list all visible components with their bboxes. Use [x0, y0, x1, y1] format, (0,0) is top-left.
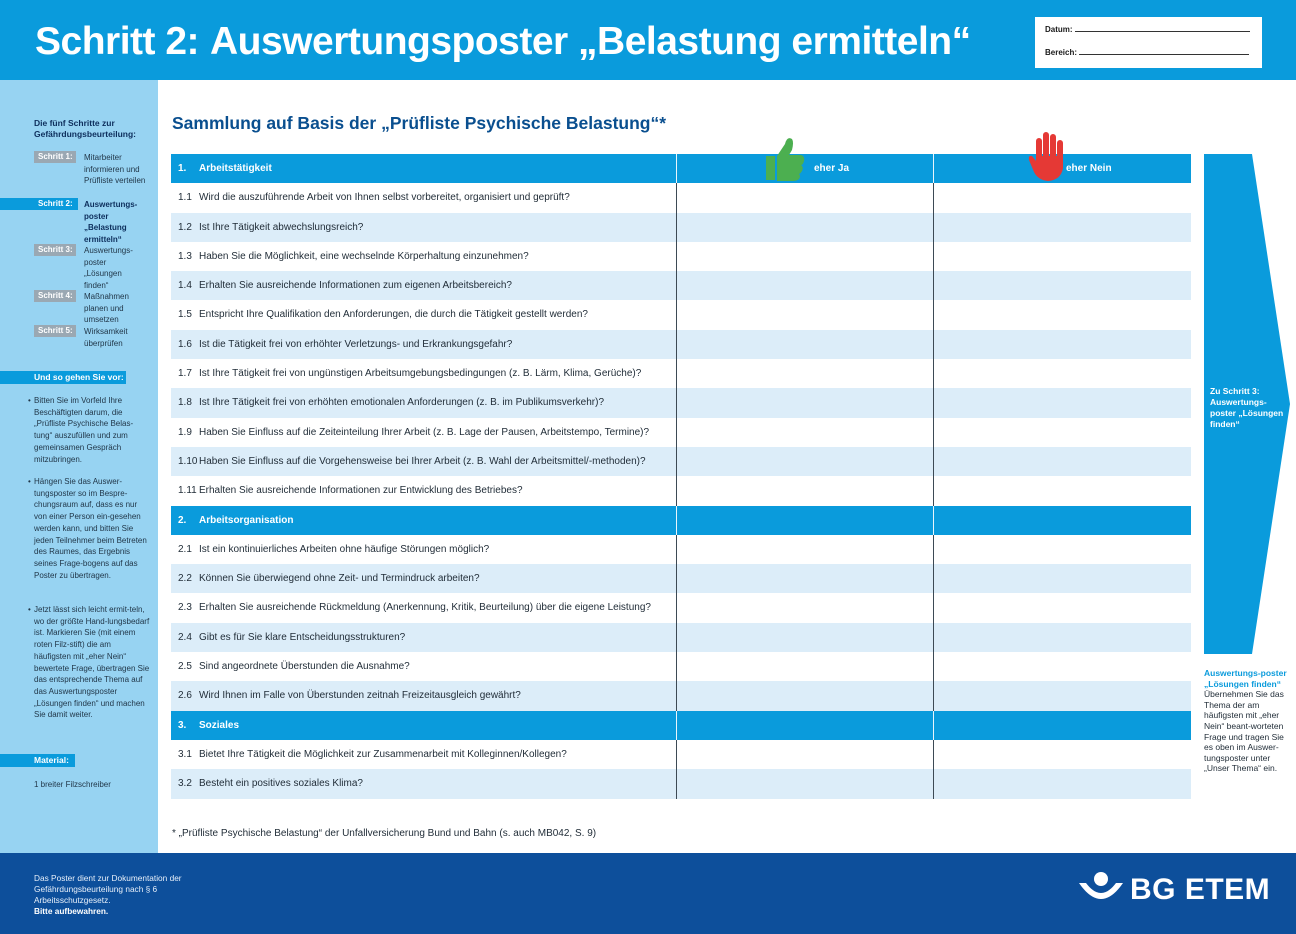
question-row — [171, 564, 1191, 593]
tally-cell-yes[interactable] — [677, 418, 933, 447]
row-number: 1.11 — [178, 485, 197, 497]
question-row — [171, 330, 1191, 359]
row-number: 1.7 — [178, 368, 192, 380]
tally-cell-no[interactable] — [934, 330, 1191, 359]
tally-cell-yes[interactable] — [677, 242, 933, 271]
row-number: 2.1 — [178, 543, 192, 555]
question-text: Sind angeordnete Überstunden die Ausnahme? — [199, 661, 410, 673]
question-text: Wird Ihnen im Falle von Überstunden zeitnah Freizeitausgleich gewährt? — [199, 690, 521, 702]
step-text: Maßnahmen planen und umsetzen — [84, 292, 129, 324]
row-number: 1.4 — [178, 280, 192, 292]
tally-cell-yes[interactable] — [677, 213, 933, 242]
right-note-head: Auswertungs-poster „Lösungen finden“ — [1204, 668, 1287, 689]
tally-cell-yes[interactable] — [677, 388, 933, 417]
tally-cell-yes[interactable] — [677, 652, 933, 681]
how-to-label: Und so gehen Sie vor: — [0, 371, 158, 384]
area-label: Bereich: — [1045, 48, 1078, 57]
footer-text — [34, 873, 194, 917]
footnote: * „Prüfliste Psychische Belastung“ der Unfallversicherung Bund und Bahn (s. auch MB042, S. 9) — [172, 828, 597, 839]
question-row — [171, 681, 1191, 710]
tally-cell-no[interactable] — [934, 271, 1191, 300]
row-number: 2.6 — [178, 690, 192, 702]
sidebar — [0, 80, 158, 853]
step-text: Auswertungs-poster „Lösungen finden“ — [84, 246, 133, 290]
tally-cell-no[interactable] — [934, 359, 1191, 388]
tally-cell-no[interactable] — [934, 535, 1191, 564]
tally-cell-yes[interactable] — [677, 564, 933, 593]
question-row — [171, 593, 1191, 622]
question-text: Besteht ein positives soziales Klima? — [199, 778, 363, 790]
tally-cell-yes[interactable] — [677, 447, 933, 476]
title-step: Schritt 2: — [35, 20, 200, 63]
section-title: Arbeitstätigkeit — [199, 163, 272, 174]
page-footer — [0, 853, 1296, 934]
question-row — [171, 300, 1191, 329]
tally-cell-yes[interactable] — [677, 476, 933, 505]
tally-cell-yes[interactable] — [677, 740, 933, 769]
tally-cell-no[interactable] — [934, 213, 1191, 242]
arrow-text: Zu Schritt 3: Auswertungs-poster „Lösungen finden“ — [1210, 386, 1284, 429]
row-number: 1.8 — [178, 397, 192, 409]
question-row — [171, 623, 1191, 652]
tally-cell-no[interactable] — [934, 300, 1191, 329]
row-number: 2.3 — [178, 602, 192, 614]
step-tag: Schritt 1: — [34, 151, 76, 163]
section-title: Arbeitsorganisation — [199, 514, 294, 526]
tally-cell-no[interactable] — [934, 183, 1191, 212]
section-title: Soziales — [199, 719, 240, 731]
row-number: 1.9 — [178, 426, 192, 438]
question-row — [171, 183, 1191, 212]
tally-cell-yes[interactable] — [677, 183, 933, 212]
tally-cell-no[interactable] — [934, 476, 1191, 505]
logo-mark-icon — [1076, 871, 1126, 911]
step-tag: Schritt 4: — [34, 290, 76, 302]
step-text: Mitarbeiter informieren und Prüfliste verteilen — [84, 153, 146, 185]
tally-cell-no[interactable] — [934, 564, 1191, 593]
tally-cell-yes[interactable] — [677, 681, 933, 710]
area-field[interactable] — [1045, 48, 1249, 57]
row-number: 1.10 — [178, 455, 198, 467]
date-field[interactable] — [1045, 25, 1250, 34]
sidebar-step-3 — [0, 244, 158, 290]
footer-note: Das Poster dient zur Dokumentation der Gefährdungsbeurteilung nach § 6 Arbeitsschutzgesetz. — [34, 873, 182, 905]
footer-strong: Bitte aufbewahren. — [34, 906, 109, 916]
question-row — [171, 476, 1191, 505]
question-row — [171, 242, 1191, 271]
question-row — [171, 213, 1191, 242]
question-text: Ist Ihre Tätigkeit frei von erhöhten emotionalen Anforderungen (z. B. im Publikumsverkehr)? — [199, 397, 605, 409]
row-number: 1.3 — [178, 250, 192, 262]
row-number: 2. — [178, 514, 187, 526]
tally-cell-yes[interactable] — [677, 535, 933, 564]
question-text: Ist Ihre Tätigkeit frei von ungünstigen Arbeitsumgebungsbedingungen (z. B. Lärm, Klima, Gerüche)? — [199, 368, 642, 380]
question-row — [171, 769, 1191, 798]
step-tag: Schritt 5: — [34, 325, 76, 337]
page-header — [0, 0, 1296, 80]
question-row — [171, 388, 1191, 417]
question-text: Haben Sie die Möglichkeit, eine wechselnde Körperhaltung einzunehmen? — [199, 250, 529, 262]
thumbs-up-icon — [765, 136, 805, 182]
tally-cell-yes[interactable] — [677, 271, 933, 300]
column-no-label: eher Nein — [1066, 163, 1112, 174]
question-table — [171, 154, 1191, 799]
tally-cell-no[interactable] — [934, 652, 1191, 681]
section-heading: Sammlung auf Basis der „Prüfliste Psychische Belastung“* — [172, 113, 667, 133]
question-row — [171, 418, 1191, 447]
stop-hand-icon — [1028, 130, 1068, 182]
question-text: Haben Sie Einfluss auf die Zeiteinteilung Ihrer Arbeit (z. B. Lage der Pausen, Arbeitstempo, Termine)? — [199, 426, 650, 438]
section-row — [171, 154, 1191, 183]
page-title — [35, 20, 971, 64]
question-row — [171, 535, 1191, 564]
question-text: Ist die Tätigkeit frei von erhöhter Verletzungs- und Erkrankungsgefahr? — [199, 338, 513, 350]
row-number: 1.5 — [178, 309, 192, 321]
step-tag: Schritt 3: — [34, 244, 76, 256]
question-row — [171, 447, 1191, 476]
section-row — [171, 506, 1191, 535]
question-text: Erhalten Sie ausreichende Informationen zur Entwicklung des Betriebes? — [199, 485, 523, 497]
question-text: Bietet Ihre Tätigkeit die Möglichkeit zur Zusammenarbeit mit Kolleginnen/Kollegen? — [199, 748, 567, 760]
sidebar-step-2 — [0, 198, 158, 244]
question-text: Ist ein kontinuierliches Arbeiten ohne häufige Störungen möglich? — [199, 543, 490, 555]
date-area-box — [1035, 17, 1262, 68]
right-note-body: Übernehmen Sie das Thema der am häufigsten mit „eher Nein“ beant-worteten Frage und tragen Sie es oben im Auswer-tungsposter unter „Unser Thema“ ein. — [1204, 689, 1284, 774]
tally-cell-yes[interactable] — [677, 769, 933, 798]
question-row — [171, 740, 1191, 769]
question-text: Wird die auszuführende Arbeit von Ihnen selbst vorbereitet, organisiert und geprüft? — [199, 192, 570, 204]
right-note — [1204, 668, 1290, 774]
material-text: 1 breiter Filzschreiber — [34, 780, 111, 789]
question-text: Erhalten Sie ausreichende Rückmeldung (Anerkennung, Kritik, Beurteilung) über die eigene Leistung? — [199, 602, 651, 614]
tally-cell-no[interactable] — [934, 593, 1191, 622]
column-yes-label: eher Ja — [814, 163, 850, 174]
tally-cell-no[interactable] — [934, 388, 1191, 417]
question-row — [171, 652, 1191, 681]
tally-cell-yes[interactable] — [677, 593, 933, 622]
step-text: Wirksamkeit überprüfen — [84, 327, 128, 348]
tally-cell-yes[interactable] — [677, 359, 933, 388]
sidebar-step-5 — [0, 325, 158, 348]
material-label: Material: — [0, 754, 158, 767]
tally-cell-no[interactable] — [934, 769, 1191, 798]
row-number: 3.2 — [178, 778, 192, 790]
instruction-bullet: • Jetzt lässt sich leicht ermit-teln, wo der größte Hand-lungsbedarf ist. Markieren Sie (mit einem roten Filz-stift) die am häufigsten mit „eher Nein“ bewertete Frage, übertragen Sie das entsprechende Thema auf das Auswertungsposter „Lösungen finden“ und machen Sie damit weiter. — [34, 604, 150, 721]
question-text: Erhalten Sie ausreichende Informationen zum eigenen Arbeitsbereich? — [199, 280, 512, 292]
row-number: 2.4 — [178, 631, 192, 643]
question-text: Haben Sie Einfluss auf die Vorgehensweise bei Ihrer Arbeit (z. B. Wahl der Arbeitsmittel/-methoden)? — [199, 455, 646, 467]
question-text: Können Sie überwiegend ohne Zeit- und Termindruck arbeiten? — [199, 573, 480, 585]
question-text: Gibt es für Sie klare Entscheidungsstrukturen? — [199, 631, 406, 643]
tally-cell-no[interactable] — [934, 623, 1191, 652]
question-text: Ist Ihre Tätigkeit abwechslungsreich? — [199, 221, 364, 233]
tally-cell-no[interactable] — [934, 681, 1191, 710]
row-number: 3.1 — [178, 748, 192, 760]
date-label: Datum: — [1045, 25, 1073, 34]
step-text: Auswertungs-poster „Belastung ermitteln“ — [84, 200, 138, 244]
row-number: 1.2 — [178, 221, 192, 233]
tally-cell-no[interactable] — [934, 447, 1191, 476]
question-text: Entspricht Ihre Qualifikation den Anforderungen, die durch die Tätigkeit gestellt werden? — [199, 309, 588, 321]
tally-cell-no[interactable] — [934, 418, 1191, 447]
row-number: 2.2 — [178, 573, 192, 585]
tally-cell-yes[interactable] — [677, 623, 933, 652]
tally-cell-no[interactable] — [934, 242, 1191, 271]
tally-cell-no[interactable] — [934, 740, 1191, 769]
row-number: 1.1 — [178, 192, 192, 204]
tally-cell-yes[interactable] — [677, 330, 933, 359]
sidebar-heading: Die fünf Schritte zur Gefährdungsbeurteilung: — [34, 118, 136, 139]
logo-text: BG ETEM — [1130, 873, 1271, 906]
sidebar-step-1 — [0, 151, 158, 185]
row-number: 1. — [178, 163, 187, 174]
instruction-bullet: • Bitten Sie im Vorfeld Ihre Beschäftigten darum, die „Prüfliste Psychische Belas-tung“ auszufüllen und zum gemeinsamen Gespräch mitzubringen. — [34, 395, 150, 465]
row-number: 3. — [178, 719, 187, 731]
section-row — [171, 711, 1191, 740]
instruction-bullet: • Hängen Sie das Auswer-tungsposter so im Bespre-chungsraum auf, dass es nur von einer Person ein-gesehen werden kann, und bitten Sie jeden Teilnehmer beim Betreten des Raumes, das Ergebnis seines Frage-bogens auf das Poster zu übertragen. — [34, 476, 150, 581]
row-number: 1.6 — [178, 338, 192, 350]
title-text: Auswertungsposter „Belastung ermitteln“ — [210, 20, 971, 63]
sidebar-step-4 — [0, 290, 158, 324]
question-row — [171, 271, 1191, 300]
tally-cell-yes[interactable] — [677, 300, 933, 329]
question-row — [171, 359, 1191, 388]
step-tag: Schritt 2: — [34, 198, 76, 210]
row-number: 2.5 — [178, 661, 192, 673]
